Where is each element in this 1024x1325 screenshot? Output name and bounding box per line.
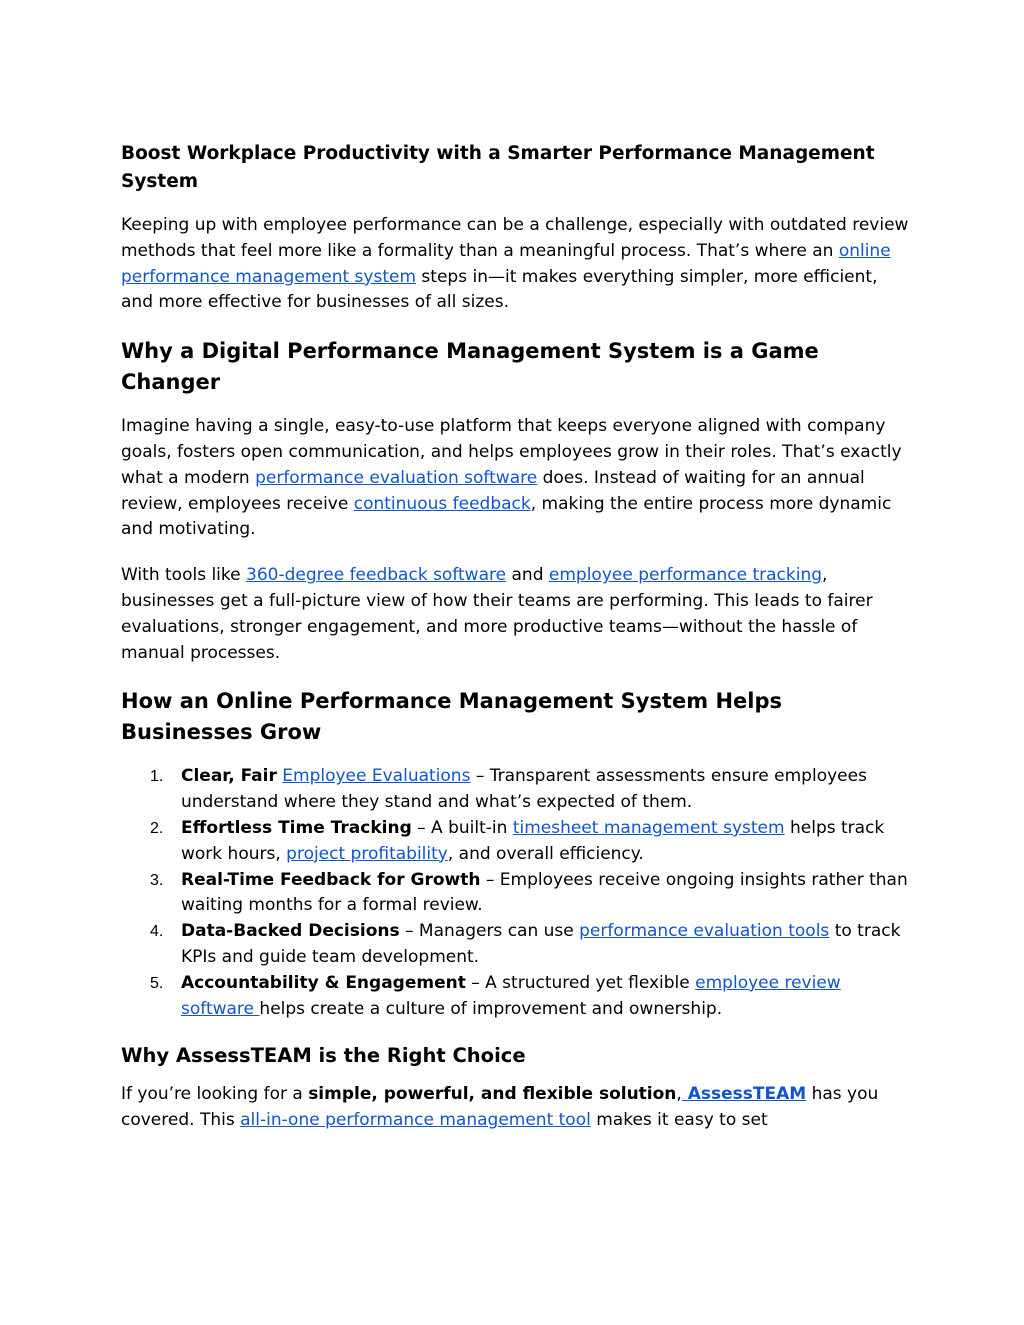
item-text: to track KPIs and guide team development. bbox=[181, 921, 901, 967]
item-bold-label: Effortless Time Tracking bbox=[181, 817, 412, 838]
s3p1-text-1: If you’re looking for a bbox=[121, 1084, 309, 1105]
list-item bbox=[150, 816, 911, 868]
list-item bbox=[150, 919, 911, 971]
s3p1-text-4: makes it easy to set bbox=[590, 1110, 768, 1131]
link-project-profitability[interactable]: project profitability bbox=[286, 843, 448, 864]
item-bold-label: Clear, Fair bbox=[181, 766, 277, 787]
s1p1-text-2: does. Instead of waiting for an annual review, employees receive bbox=[121, 467, 865, 514]
s1p1-text-3: , making the entire process more dynamic and motivating. bbox=[121, 493, 892, 540]
s1p1-text-1: Imagine having a single, easy-to-use platform that keeps everyone aligned with company goals, fosters open communication, and helps employees grow in their roles. That’s exactly what a modern bbox=[121, 416, 902, 488]
s3p1-text-2: , bbox=[676, 1084, 682, 1105]
section3-paragraph-1 bbox=[121, 1082, 911, 1134]
item-text: – Employees receive ongoing insights rather than waiting months for a formal review. bbox=[181, 869, 908, 916]
list-number: 5. bbox=[150, 974, 164, 992]
link-employee-review-software[interactable]: employee review software bbox=[181, 972, 841, 1019]
list-item bbox=[150, 971, 911, 1023]
link-360-degree-feedback-software[interactable]: 360-degree feedback software bbox=[246, 565, 507, 586]
item-text: helps create a culture of improvement and ownership. bbox=[259, 998, 723, 1019]
item-text: – Managers can use bbox=[399, 921, 580, 942]
list-number: 2. bbox=[150, 819, 164, 837]
s3p1-text-3: has you covered. This bbox=[121, 1084, 879, 1131]
item-bold-label: Real-Time Feedback for Growth bbox=[181, 869, 481, 890]
list-number: 1. bbox=[150, 768, 164, 786]
item-bold-label: Accountability & Engagement bbox=[181, 972, 466, 993]
link-assessteam[interactable]: AssessTEAM bbox=[681, 1084, 807, 1105]
item-text: – A structured yet flexible bbox=[465, 972, 696, 993]
benefits-list bbox=[121, 764, 911, 1022]
list-number: 3. bbox=[150, 871, 164, 889]
section2-heading: How an Online Performance Management System Helps Businesses Grow bbox=[121, 689, 782, 745]
link-timesheet-management-system[interactable]: timesheet management system bbox=[512, 817, 785, 838]
intro-text-1: Keeping up with employee performance can be a challenge, especially with outdated review methods that feel more like a formality than a meaningful process. That’s where an bbox=[121, 215, 909, 261]
link-all-in-one-performance-management-tool[interactable]: all-in-one performance management tool bbox=[240, 1110, 591, 1131]
link-employee-evaluations[interactable]: Employee Evaluations bbox=[282, 766, 471, 787]
list-item bbox=[150, 868, 911, 920]
link-performance-evaluation-tools[interactable]: performance evaluation tools bbox=[579, 921, 830, 942]
document-page bbox=[121, 140, 911, 1154]
link-online-performance-management-system[interactable]: online performance management system bbox=[121, 240, 891, 287]
section1-heading: Why a Digital Performance Management System is a Game Changer bbox=[121, 339, 819, 395]
item-bold-label: Data-Backed Decisions bbox=[181, 921, 400, 942]
document-title: Boost Workplace Productivity with a Smarter Performance Management System bbox=[121, 143, 875, 192]
item-text: helps track work hours, bbox=[181, 817, 885, 864]
link-performance-evaluation-software[interactable]: performance evaluation software bbox=[255, 467, 538, 488]
item-text: – Transparent assessments ensure employees understand where they stand and what’s expected of them. bbox=[181, 766, 867, 813]
s1p2-text-1: With tools like bbox=[121, 565, 247, 586]
section3-heading: Why AssessTEAM is the Right Choice bbox=[121, 1044, 526, 1068]
s1p2-text-2: and bbox=[506, 565, 549, 586]
link-employee-performance-tracking[interactable]: employee performance tracking bbox=[548, 565, 823, 586]
s1p2-text-3: , businesses get a full-picture view of how their teams are performing. This leads to fairer evaluations, stronger engagement, and more productive teams—without the hassle of manual processes. bbox=[121, 565, 873, 663]
section1-paragraph-2 bbox=[121, 563, 911, 666]
intro-paragraph bbox=[121, 213, 911, 316]
intro-text-2: steps in—it makes everything simpler, more efficient, and more effective for businesses of all sizes. bbox=[121, 266, 878, 313]
item-text: , and overall efficiency. bbox=[447, 843, 644, 864]
list-item bbox=[150, 764, 911, 816]
link-continuous-feedback[interactable]: continuous feedback bbox=[353, 493, 531, 514]
s3p1-bold: simple, powerful, and flexible solution bbox=[308, 1084, 677, 1105]
section1-paragraph-1 bbox=[121, 414, 911, 543]
item-text: – A built-in bbox=[411, 817, 513, 838]
list-number: 4. bbox=[150, 923, 164, 941]
